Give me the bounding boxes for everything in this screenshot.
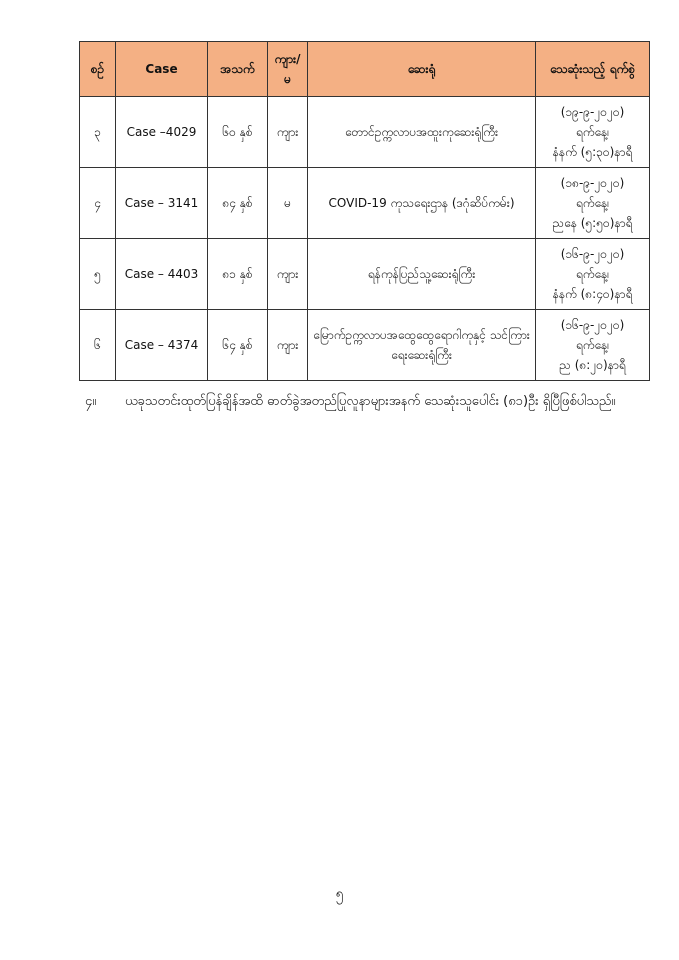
cell-serial: ၅ bbox=[80, 239, 116, 310]
cell-serial: ၄ bbox=[80, 168, 116, 239]
cell-hospital: ရန်ကုန်ပြည်သူ့ဆေးရုံကြီး bbox=[308, 239, 536, 310]
cell-age: ၆၄ နှစ် bbox=[208, 310, 268, 381]
cell-case: Case – 4374 bbox=[116, 310, 208, 381]
table-row bbox=[80, 97, 650, 168]
cell-hospital: COVID-19 ကုသရေးဌာန (ဒဂုံဆိပ်ကမ်း) bbox=[308, 168, 536, 239]
header-serial: စဉ် bbox=[80, 42, 116, 97]
date-line: ရက်နေ့၊ bbox=[575, 267, 610, 281]
table-header-row bbox=[80, 42, 650, 97]
page-number: ၅ bbox=[335, 886, 344, 902]
header-case: Case bbox=[116, 42, 208, 97]
cell-case: Case –4029 bbox=[116, 97, 208, 168]
cell-hospital: တောင်ဥက္ကလာပအထူးကုဆေးရုံကြီး bbox=[308, 97, 536, 168]
date-line: နံနက် (၈:၄၀)နာရီ bbox=[552, 287, 633, 301]
cell-case: Case – 4403 bbox=[116, 239, 208, 310]
note-number: ၄။ bbox=[85, 394, 97, 409]
cell-gender: ကျား bbox=[268, 239, 308, 310]
header-age: အသက် bbox=[208, 42, 268, 97]
cell-date bbox=[536, 239, 650, 310]
header-hospital: ဆေးရုံ bbox=[308, 42, 536, 97]
date-line: ည (၈:၂၀)နာရီ bbox=[559, 358, 626, 372]
date-line: ရက်နေ့၊ bbox=[575, 196, 610, 210]
cell-hospital: မြောက်ဥက္ကလာပအထွေထွေရောဂါကုနှင့် သင်ကြားရေးဆေးရုံကြီး bbox=[308, 310, 536, 381]
date-line: နံနက် (၅:၃၀)နာရီ bbox=[552, 145, 633, 159]
header-gender: ကျား/မ bbox=[268, 42, 308, 97]
note-paragraph bbox=[79, 382, 651, 422]
date-line: ရက်နေ့၊ bbox=[575, 125, 610, 139]
cell-age: ၆၀ နှစ် bbox=[208, 97, 268, 168]
cell-case: Case – 3141 bbox=[116, 168, 208, 239]
cell-date bbox=[536, 97, 650, 168]
header-date: သေဆုံးသည့် ရက်စွဲ bbox=[536, 42, 650, 97]
date-line: (၁၆-၉-၂၀၂၀) bbox=[560, 247, 625, 261]
date-line: (၁၆-၉-၂၀၂၀) bbox=[560, 318, 625, 332]
date-line: ရက်နေ့၊ bbox=[575, 338, 610, 352]
cell-age: ၈၁ နှစ် bbox=[208, 239, 268, 310]
deaths-table bbox=[79, 41, 650, 381]
date-line: (၁၉-၉-၂၀၂၀) bbox=[560, 105, 625, 119]
table-row bbox=[80, 168, 650, 239]
note-text: ယခုသတင်းထုတ်ပြန်ချိန်အထိ ဓာတ်ခွဲအတည်ပြုလူနာများအနက် သေဆုံးသူပေါင်း (၈၁)ဦး ရှိပြီဖြစ်ပါသည်။ bbox=[125, 394, 616, 409]
date-line: ညနေ (၅:၅၀)နာရီ bbox=[552, 216, 633, 230]
table-row bbox=[80, 239, 650, 310]
cell-date bbox=[536, 168, 650, 239]
cell-gender: ကျား bbox=[268, 97, 308, 168]
cell-serial: ၃ bbox=[80, 97, 116, 168]
cell-age: ၈၄ နှစ် bbox=[208, 168, 268, 239]
cell-serial: ၆ bbox=[80, 310, 116, 381]
table-row bbox=[80, 310, 650, 381]
cell-date bbox=[536, 310, 650, 381]
date-line: (၁၈-၉-၂၀၂၀) bbox=[560, 176, 625, 190]
cell-gender: ကျား bbox=[268, 310, 308, 381]
cell-gender: မ bbox=[268, 168, 308, 239]
